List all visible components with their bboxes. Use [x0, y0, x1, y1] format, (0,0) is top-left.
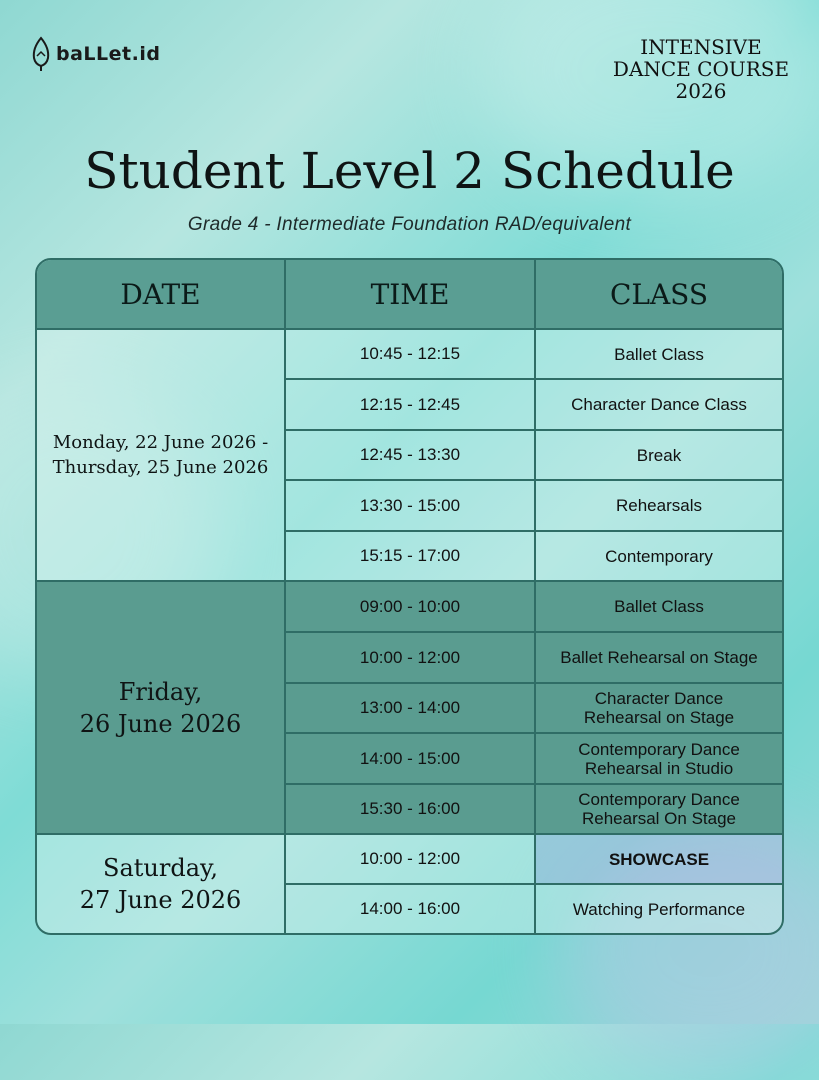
class-cell-showcase: SHOWCASE: [536, 835, 782, 885]
class-cell: [536, 684, 782, 734]
time-cell: 12:45 - 13:30: [286, 431, 536, 481]
time-cell: 09:00 - 10:00: [286, 582, 536, 633]
class-line-1: Contemporary Dance: [578, 739, 740, 759]
page-title: Student Level 2 Schedule: [84, 142, 735, 200]
date-line-2: Thursday, 25 June 2026: [52, 457, 269, 478]
class-cell: [536, 785, 782, 835]
time-cell: 13:00 - 14:00: [286, 684, 536, 734]
class-line-2: Rehearsal in Studio: [584, 758, 734, 778]
date-line-1: Friday,: [118, 677, 203, 706]
date-cell-weekdays: [37, 330, 286, 582]
date-cell-saturday: [37, 835, 286, 933]
time-cell: 15:30 - 16:00: [286, 785, 536, 835]
class-cell: Break: [536, 431, 782, 481]
date-cell-friday: [37, 582, 286, 835]
class-line-2: Rehearsal on Stage: [583, 708, 735, 727]
header-time: TIME: [286, 260, 536, 330]
date-line-2: 26 June 2026: [79, 709, 242, 738]
class-line-1: Contemporary Dance: [578, 790, 740, 809]
date-line-2: 27 June 2026: [79, 886, 242, 914]
brand-logo: [30, 36, 160, 72]
class-cell: Ballet Class: [536, 330, 782, 380]
time-cell: 10:00 - 12:00: [286, 835, 536, 885]
course-line-3: 2026: [675, 79, 727, 103]
page-subtitle: Grade 4 - Intermediate Foundation RAD/equivalent: [187, 214, 632, 235]
header-date: DATE: [37, 260, 286, 330]
schedule-table: [35, 258, 784, 935]
course-line-2: DANCE COURSE: [612, 57, 790, 81]
class-cell: Character Dance Class: [536, 380, 782, 431]
header-class: CLASS: [536, 260, 782, 330]
course-line-1: INTENSIVE: [640, 35, 762, 59]
class-line-2: Rehearsal On Stage: [581, 809, 737, 828]
time-cell: 15:15 - 17:00: [286, 532, 536, 582]
class-cell: [536, 734, 782, 785]
class-cell: Rehearsals: [536, 481, 782, 532]
class-cell: Ballet Rehearsal on Stage: [536, 633, 782, 684]
class-cell: Ballet Class: [536, 582, 782, 633]
ballet-shoe-icon: [30, 36, 52, 72]
time-cell: 14:00 - 15:00: [286, 734, 536, 785]
course-badge: [611, 36, 791, 102]
time-cell: 14:00 - 16:00: [286, 885, 536, 933]
class-line-1: Character Dance: [594, 689, 724, 708]
class-cell: Contemporary: [536, 532, 782, 582]
date-line-1: Saturday,: [103, 854, 218, 882]
time-cell: 10:00 - 12:00: [286, 633, 536, 684]
logo-text: baLLet.id: [56, 43, 161, 65]
class-cell: Watching Performance: [536, 885, 782, 933]
time-cell: 13:30 - 15:00: [286, 481, 536, 532]
time-cell: 10:45 - 12:15: [286, 330, 536, 380]
date-line-1: Monday, 22 June 2026 -: [52, 432, 269, 453]
time-cell: 12:15 - 12:45: [286, 380, 536, 431]
